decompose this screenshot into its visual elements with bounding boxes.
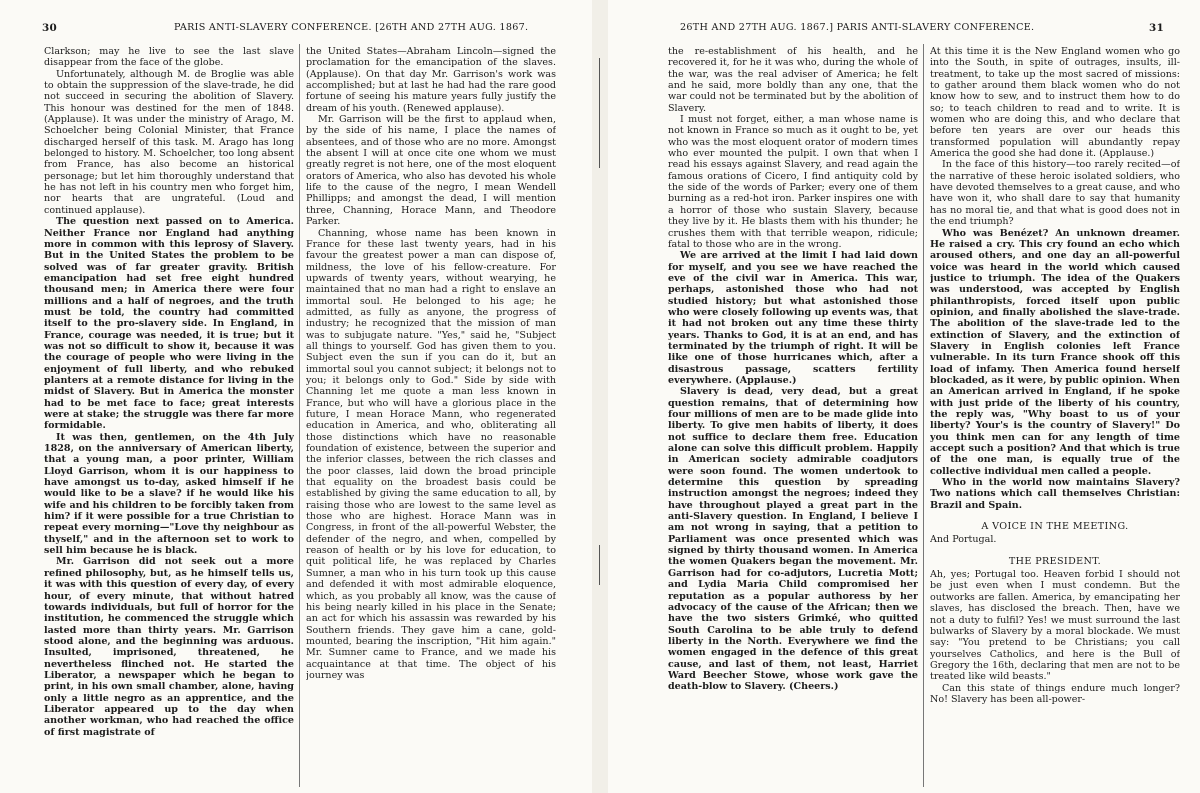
page-number: 30 xyxy=(42,22,58,34)
paragraph: the United States—Abraham Lincoln—signed the proclamation for the emancipation of the slaves. (Applause). On that day Mr. Garrison's work was accomplished; but at last he had had the rare good fortune of seeing his mature years fully justify the dream of his youth. (Renewed applause). xyxy=(306,46,556,114)
paragraph: Can this state of things endure much longer? No! Slavery has been all-power- xyxy=(930,682,1180,705)
paragraph: Slavery is dead, very dead, but a great question remains, that of determining how four millions of men are to be made glide into liberty. To give men habits of liberty, it does not suffice to declare them free. Education alone can solve this difficult problem. Happily in American society admirable coadjutors were soon found. The women undertook to determine this question by spreading instruction amongst the negroes; indeed they have throughout played a great part in the anti-Slavery question. In England, I believe I am not wrong in saying, that a petition to Parliament was once presented which was signed by thirty thousand women. In America the women Quakers began the movement. Mr. Garrison had for co-adjutors, Lucretia Mott; and Lydia Maria Child compromised her reputation as a popular authoress by her advocacy of the cause of the African; then we have the two sisters Grimké, who quitted South Carolina to be able truly to defend liberty in the North. Everywhere we find the women engaged in the defence of this great cause, and last of them, not least, Harriet Ward Beecher Stowe, whose work gave the death-blow to Slavery. (Cheers.) xyxy=(668,386,918,693)
right-column-1 xyxy=(668,46,918,787)
paragraph: In the face of this history—too rarely recited—of the narrative of these heroic isolated soldiers, who have devoted themselves to a great cause, and who have won it, who shall dare to say that humanity has no moral tie, and that what is good does not in the end triumph? xyxy=(930,159,1180,228)
left-column-2 xyxy=(306,46,556,787)
binding-thread-mark xyxy=(599,58,600,168)
column-rule xyxy=(923,44,924,787)
right-column-2 xyxy=(930,46,1180,787)
binding-thread-mark xyxy=(599,545,600,585)
paragraph: Ah, yes; Portugal too. Heaven forbid I should not be just even when I must condemn. But the outworks are fallen. America, by emancipating her slaves, has disclosed the breach. Then, have we not a duty to fulfil? Yes! we must surround the last bulwarks of Slavery by a moral blockade. We must say: "You pretend to be Christians; you call yourselves Catholics, and here is the Bull of Gregory the 16th, declaring that men are not to be treated like wild beasts." xyxy=(930,569,1180,683)
right-page xyxy=(608,0,1200,793)
page-header xyxy=(680,22,1164,36)
paragraph: Unfortunately, although M. de Broglie was able to obtain the suppression of the slave-trade, he did not succeed in securing the abolition of Slavery. This honour was destined for the men of 1848. (Applause). It was under the ministry of Arago, M. Schoelcher being Colonial Minister, that France discharged herself of this task. M. Arago has long belonged to history. M. Schoelcher, too long absent from France, has also become an historical personage; but let him thoroughly understand that he has not left in his country men who forget him, nor hearts that are ungrateful. (Loud and continued applause). xyxy=(44,68,294,216)
column-rule xyxy=(299,44,300,787)
paragraph: It was then, gentlemen, on the 4th July 1828, on the anniversary of American liberty, that a young man, a poor printer, William Lloyd Garrison, whom it is our happiness to have amongst us to-day, asked himself if he would like to be a slave? if he would like his wife and his children to be forcibly taken from him? if it were possible for a true Christian to repeat every morning—"Love thy neighbour as thyself," and in the afternoon set to work to sell him because he is black. xyxy=(44,431,294,557)
left-column-1 xyxy=(44,46,294,787)
paragraph: Clarkson; may he live to see the last slave disappear from the face of the globe. xyxy=(44,46,294,69)
paragraph: Mr. Garrison did not seek out a more refined philosophy, but, as he himself tells us, it was with this question of every day, of every hour, of every minute, that without hatred towards individuals, but full of horror for the institution, he commenced the struggle which lasted more than thirty years. Mr. Garrison stood alone, and the beginning was arduous. Insulted, imprisoned, threatened, he nevertheless flinched not. He started the Liberator, a newspaper which he began to print, in his own small chamber, alone, having only a little negro as an apprentice, and the Liberator appeared up to the day when another workman, who had reached the office of first magistrate of xyxy=(44,556,294,738)
paragraph: And Portugal. xyxy=(930,534,997,546)
binding-gutter xyxy=(592,0,608,793)
paragraph: Mr. Garrison will be the first to applaud when, by the side of his name, I place the names of absentees, and of those who are no more. Amongst the absent I will at once cite one whom we must greatly regret is not here, one of the most eloquent orators of America, who also has devoted his whole life to the cause of the negro, I mean Wendell Phillipps; and amongst the dead, I will mention three, Channing, Horace Mann, and Theodore Parker. xyxy=(306,114,556,228)
running-title: PARIS ANTI-SLAVERY CONFERENCE. [26TH AND 27TH AUG. 1867. xyxy=(174,22,529,33)
page-header xyxy=(42,22,576,36)
paragraph: The question next passed on to America. Neither France nor England had anything more in common with this leprosy of Slavery. But in the United States the problem to be solved was of far greater gravity. British emancipation had set free eight hundred thousand men; in America there were four millions and a half of negroes, and the truth must be told, the country had committed itself to the pro-slavery side. In England, in France, courage was needed, it is true; but it was not so difficult to show it, because it was the courage of people who were living in the enjoyment of full liberty, and who rebuked planters at a remote distance for living in the midst of Slavery. But in America the monster had to be met face to face; great interests were at stake; the struggle was there far more formidable. xyxy=(44,216,294,432)
running-title: 26TH AND 27TH AUG. 1867.] PARIS ANTI-SLAVERY CONFERENCE. xyxy=(680,22,1035,33)
page-number: 31 xyxy=(1148,22,1164,34)
paragraph: I must not forget, either, a man whose name is not known in France so much as it ought to be, yet who was the most eloquent orator of modern times who ever mounted the pulpit. I own that when I read his essays against Slavery, and read again the famous orations of Cicero, I find antiquity cold by the side of the words of Parker; every one of them burning as a red-hot iron. Parker inspires one with a horror of those who sustain Slavery, because they live by it. He blasts them with his thunder; he crushes them with that terrible weapon, ridicule; fatal to those who are in the wrong. xyxy=(668,114,918,250)
section-heading-voice: A VOICE IN THE MEETING. xyxy=(981,521,1129,533)
paragraph: the re-establishment of his health, and he recovered it, for he it was who, during the whole of the war, was the real adviser of America; he felt and he said, more boldly than any one, that the war could not be terminated but by the abolition of Slavery. xyxy=(668,46,918,114)
left-page xyxy=(0,0,592,793)
paragraph: At this time it is the New England women who go into the South, in spite of outrages, insults, ill-treatment, to take up the most sacred of missions: to gather around them black women who do not know how to sew, and to instruct them how to do so; to teach children to read and to write. It is women who are doing this, and who declare that before ten years are over our heads this transformed population will abundantly repay America the good she had done it. (Applause.) xyxy=(930,46,1180,160)
paragraph: We are arrived at the limit I had laid down for myself, and you see we have reached the eve of the civil war in America. This war, perhaps, astonished those who had not studied history; but what astonished those who were closely following up events was, that it had not broken out any time these thirty years. Thanks to God, it is at an end, and has terminated by the triumph of right. It will be like one of those hurricanes which, after a disastrous passage, scatters fertility everywhere. (Applause.) xyxy=(668,250,918,386)
section-heading-president: THE PRESIDENT. xyxy=(1008,555,1102,567)
paragraph: Channing, whose name has been known in France for these last twenty years, had in his favour the greatest power a man can dispose of, mildness, the love of his fellow-creature. For upwards of twenty years, without wearying, he maintained that no man had a right to enslave an immortal soul. He belonged to his age; he admitted, as fully as anyone, the progress of industry; he recognized that the mission of man was to subjugate nature. "Yes," said he, "Subject all things to yourself. God has given them to you. Subject even the sun if you can do it, but an immortal soul you cannot subject; it belongs not to you; it belongs only to God." Side by side with Channing let me quote a man less known in France, but who will have a glorious place in the future, I mean Horace Mann, who regenerated education in America, and who, obliterating all those distinctions which have no reasonable foundation of existence, between the superior and the inferior classes, between the rich classes and the poor classes, laid down the broad principle that equality on the broadest basis could be established by giving the same education to all, by raising those who are lowest to the same level as those who are highest. Horace Mann was in Congress, in front of the all-powerful Webster, the defender of the negro, and when, compelled by reason of health or by his love for education, to quit political life, he was replaced by Charles Sumner, a man who in his turn took up this cause and defended it with most admirable eloquence, which, as you probably all know, was the cause of his being nearly killed in his place in the Senate; an act for which his assassin was rewarded by his Southern friends. They gave him a cane, gold-mounted, bearing the inscription, "Hit him again." Mr. Sumner came to France, and we made his acquaintance at that time. The object of his journey was xyxy=(306,227,556,681)
paragraph: Who was Benézet? An unknown dreamer. He raised a cry. This cry found an echo which aroused others, and one day an all-powerful voice was heard in the world which caused justice to triumph. The idea of the Quakers was understood, was accepted by English philanthropists, forced itself upon public opinion, and finally abolished the slave-trade. The abolition of the slave-trade led to the extinction of Slavery, and the extinction of Slavery in English colonies left France vulnerable. In its turn France shook off this load of infamy. Then America found herself blockaded, as it were, by public opinion. When an American arrived in England, if he spoke with just pride of the liberty of his country, the reply was, "Why boast to us of your liberty? Your's is the country of Slavery!" Do you think men can for any length of time accept such a position? And that which is true of the one man, is equally true of the collective individual men called a people. xyxy=(930,227,1180,477)
paragraph: Who in the world now maintains Slavery? Two nations which call themselves Christian: Brazil and Spain. xyxy=(930,477,1180,511)
